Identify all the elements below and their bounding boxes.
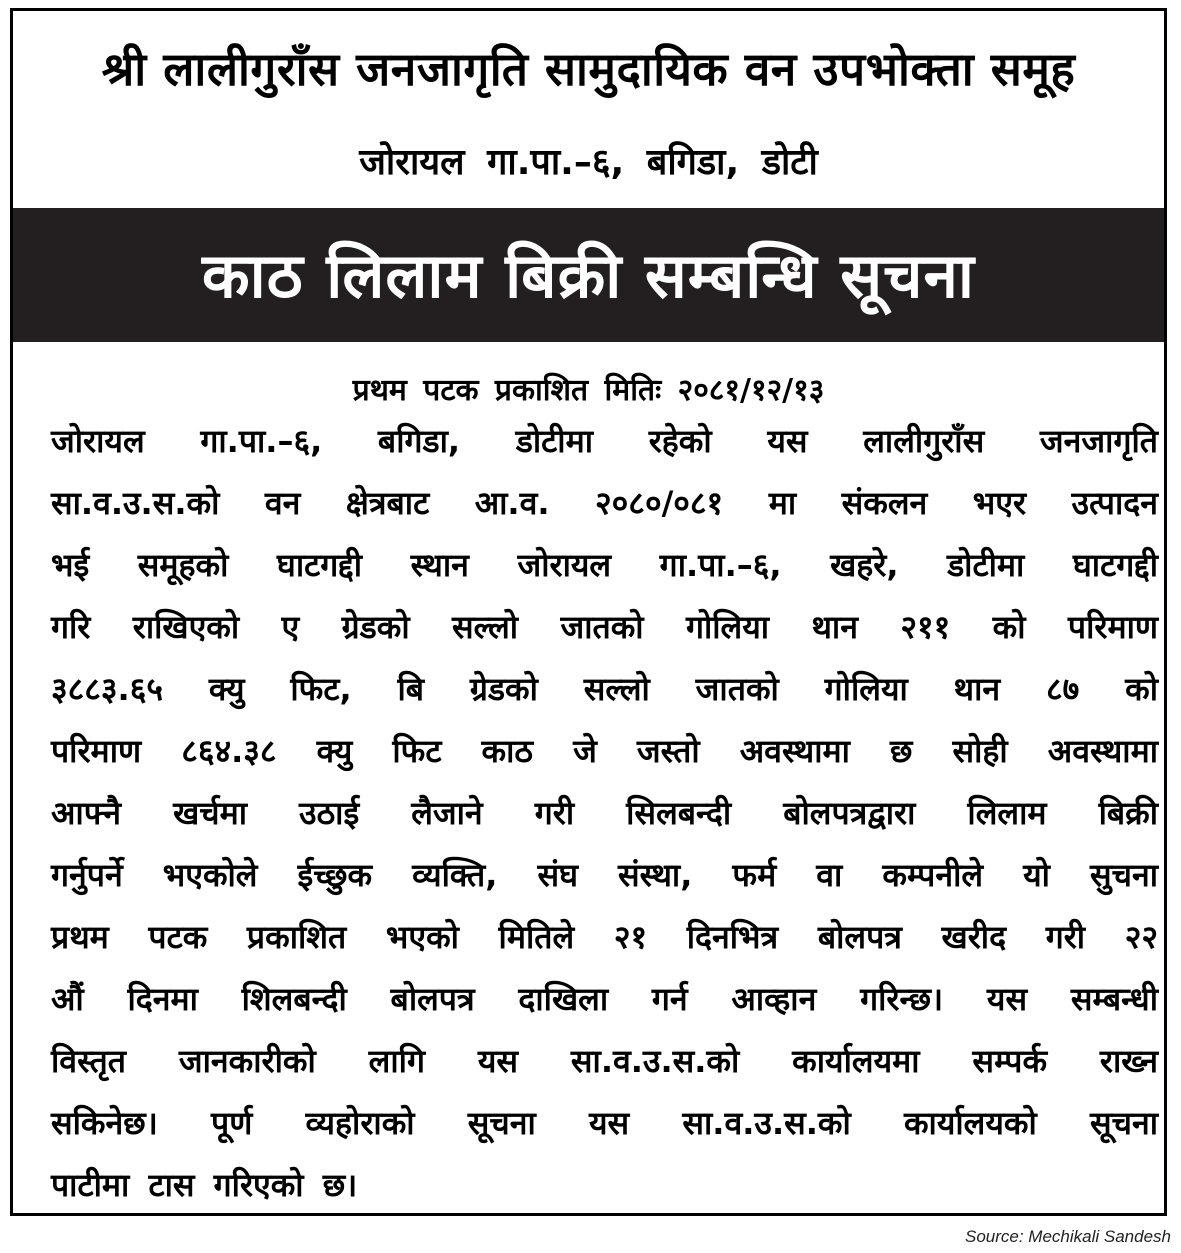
notice-title: काठ लिलाम बिक्री सम्बन्धि सूचना	[201, 239, 975, 312]
publish-date: प्रथम पटक प्रकाशित मितिः २०८१/१२/१३	[352, 373, 825, 408]
body-line: गरि राखिएको ए ग्रेडको सल्लो जातको गोलिया थान २११ को परिमाण	[51, 608, 1158, 646]
body-line: सा.व.उ.स.को वन क्षेत्रबाट आ.व. २०८०/०८१ मा संकलन भएर उत्पादन	[51, 484, 1158, 522]
body-line: आफ्नै खर्चमा उठाई लैजाने गरी सिलबन्दी बोलपत्रद्वारा लिलाम बिक्री	[51, 794, 1158, 832]
body-line: जोरायल गा.पा.–६, बगिडा, डोटीमा रहेको यस लालीगुराँस जनजागृति	[51, 422, 1158, 460]
organization-name: श्री लालीगुराँस जनजागृति सामुदायिक वन उपभोक्ता समूह	[101, 42, 1076, 96]
body-line: ३८८३.६५ क्यु फिट, बि ग्रेडको सल्लो जातको गोलिया थान ८७ को	[51, 670, 1158, 708]
body-line: भई समूहको घाटगद्दी स्थान जोरायल गा.पा.–६, खहरे, डोटीमा घाटगद्दी	[51, 546, 1158, 584]
body-line: गर्नुपर्ने भएकोले ईच्छुक व्यक्ति, संघ संस्था, फर्म वा कम्पनीले यो सुचना	[51, 856, 1158, 894]
body-line: पाटीमा टास गरिएको छ।	[51, 1166, 358, 1204]
body-line: परिमाण ८६४.३८ क्यु फिट काठ जे जस्तो अवस्थामा छ सोही अवस्थामा	[51, 732, 1158, 770]
body-line: औं दिनमा शिलबन्दी बोलपत्र दाखिला गर्न आव्हान गरिन्छ। यस सम्बन्धी	[51, 980, 1158, 1018]
organization-address: जोरायल गा.पा.–६, बगिडा, डोटी	[359, 142, 818, 183]
notice-frame	[10, 8, 1167, 1216]
source-credit: Source: Mechikali Sandesh	[964, 1227, 1171, 1246]
body-line: विस्तृत जानकारीको लागि यस सा.व.उ.स.को कार्यालयमा सम्पर्क राख्न	[51, 1042, 1158, 1080]
body-line: सकिनेछ। पूर्ण व्यहोराको सूचना यस सा.व.उ.स.को कार्यालयको सूचना	[51, 1104, 1158, 1142]
body-line: प्रथम पटक प्रकाशित भएको मितिले २१ दिनभित्र बोलपत्र खरीद गरी २२	[51, 918, 1158, 956]
